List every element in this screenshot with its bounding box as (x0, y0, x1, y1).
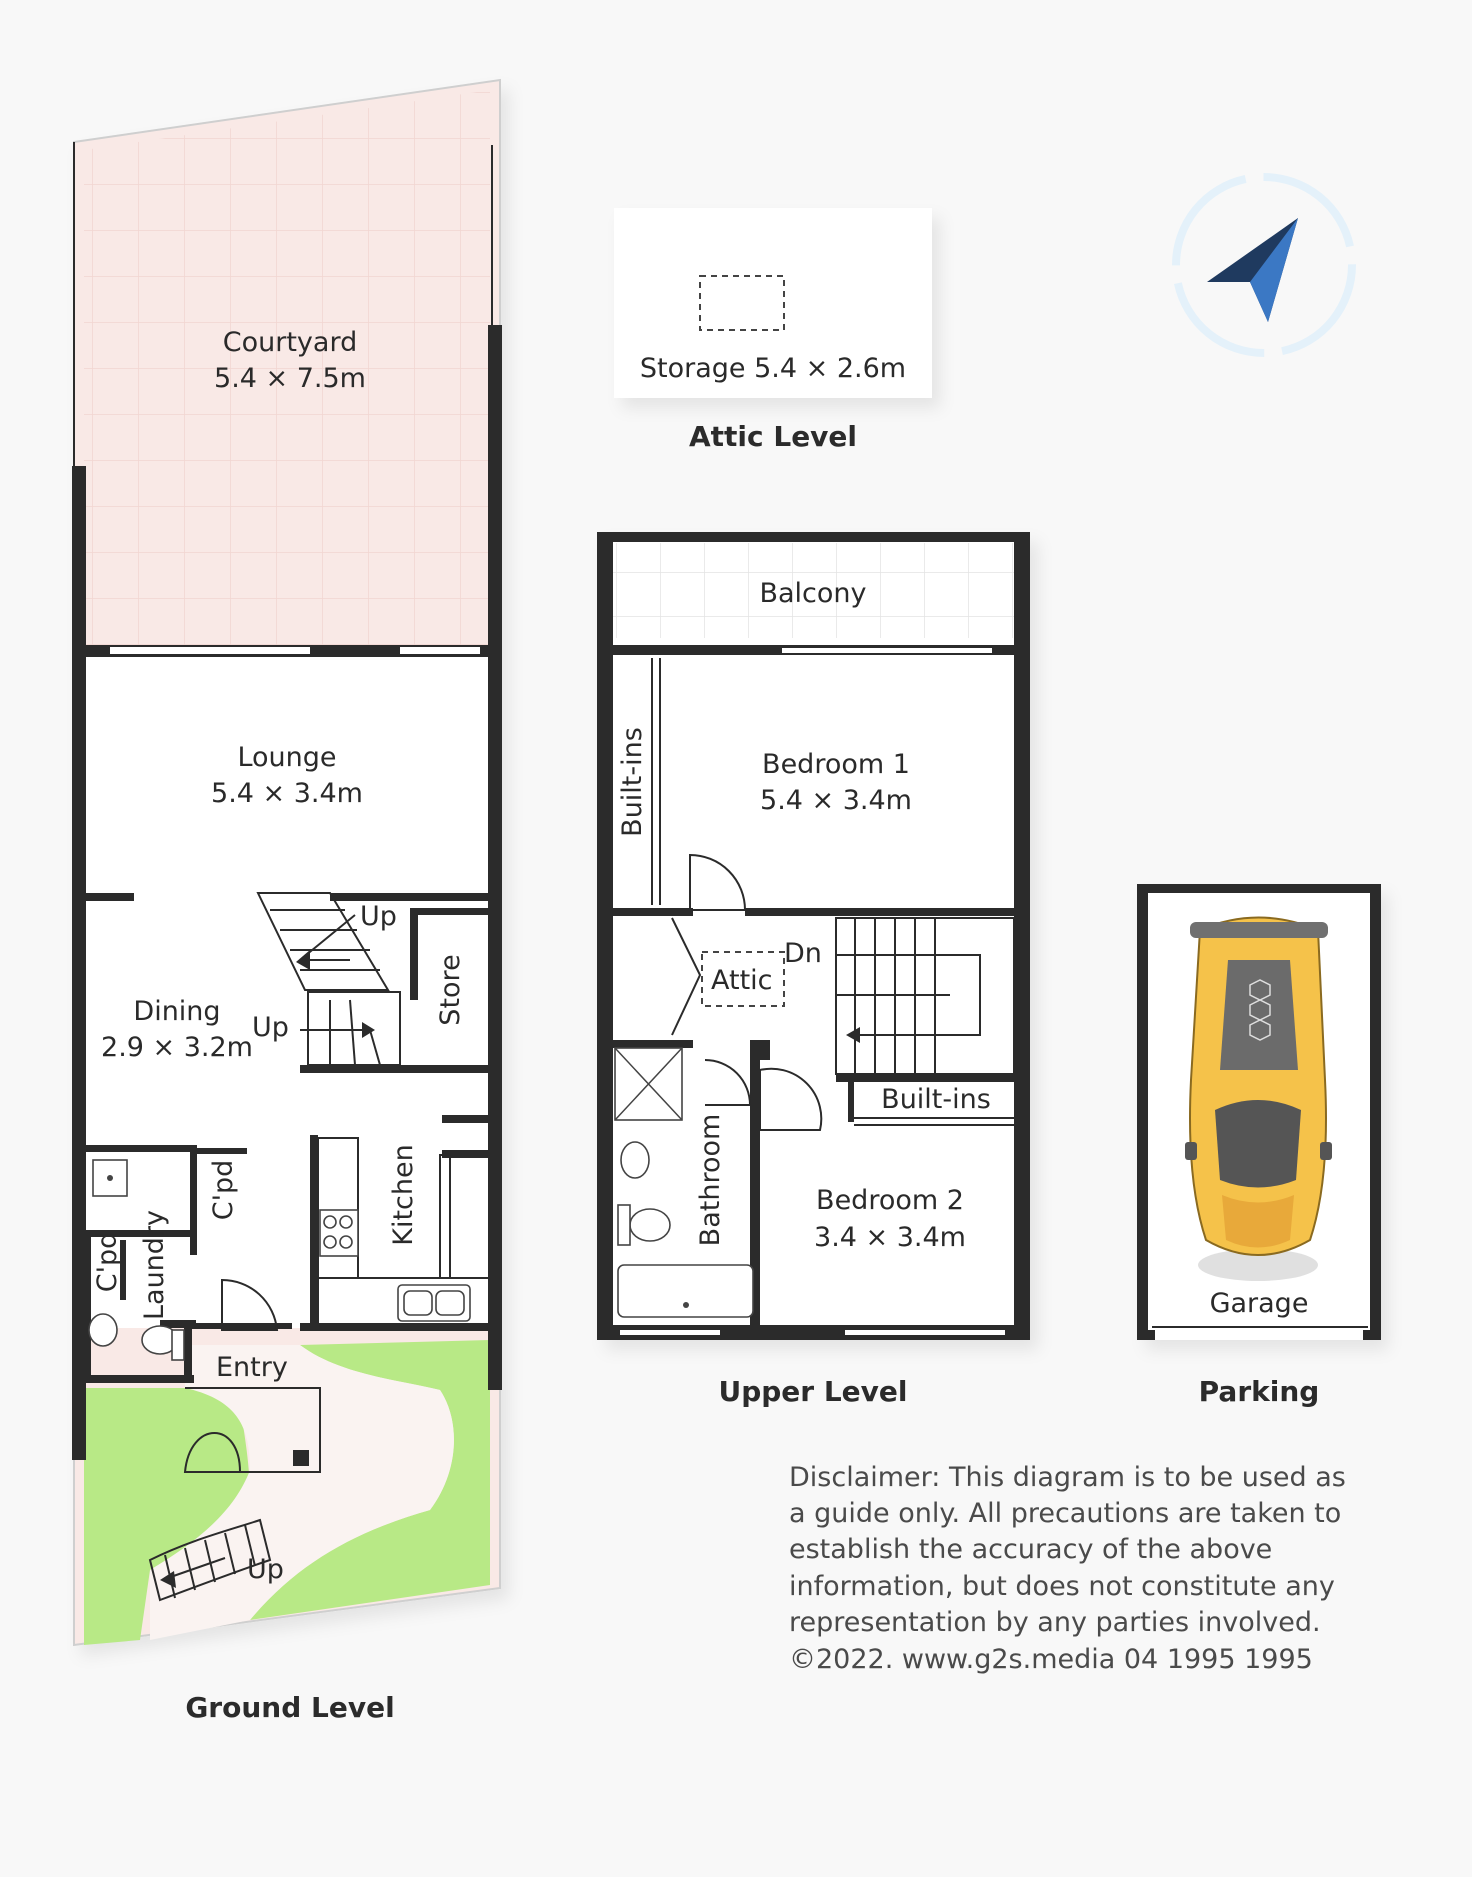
disclaimer (789, 1462, 1346, 1675)
storage-label: Storage 5.4 × 2.6m (639, 353, 907, 384)
cupboard-label: C'pd (92, 1231, 123, 1293)
bedroom2-name: Bedroom 2 (816, 1185, 964, 1216)
stairs-down-label: Dn (784, 938, 822, 969)
lounge-size: 5.4 × 3.4m (211, 778, 363, 809)
sink-icon (621, 1142, 649, 1178)
balcony-label: Balcony (759, 578, 867, 609)
bathroom-label: Bathroom (695, 1113, 726, 1247)
builtins-label: Built-ins (881, 1084, 991, 1115)
bedroom1-name: Bedroom 1 (762, 749, 910, 780)
compass-icon (1176, 177, 1352, 353)
sink-icon (89, 1314, 117, 1346)
disclaimer-line: establish the accuracy of the above (789, 1534, 1273, 1565)
entry-label: Entry (216, 1352, 288, 1383)
garage-label: Garage (1209, 1288, 1309, 1319)
bedroom2-size: 3.4 × 3.4m (814, 1222, 966, 1253)
steps-up-label: Up (247, 1554, 284, 1585)
disclaimer-line: Disclaimer: This diagram is to be used as (789, 1462, 1346, 1493)
parking-plan (1137, 884, 1381, 1408)
courtyard-size: 5.4 × 7.5m (214, 363, 366, 394)
cupboard-label: C'pd (208, 1159, 239, 1221)
upper-level-title: Upper Level (718, 1375, 908, 1408)
dining-name: Dining (133, 996, 221, 1027)
stairs-up-label: Up (360, 901, 397, 932)
disclaimer-line: representation by any parties involved. (789, 1607, 1321, 1638)
builtins-label: Built-ins (617, 727, 648, 837)
upper-level-plan (597, 532, 1030, 1408)
car-icon (1185, 918, 1332, 1282)
attic-level-plan (614, 208, 932, 453)
toilet-icon (630, 1209, 670, 1241)
store-label: Store (435, 954, 466, 1026)
courtyard-name: Courtyard (222, 327, 358, 358)
bedroom1-size: 5.4 × 3.4m (760, 785, 912, 816)
disclaimer-line: a guide only. All precautions are taken to (789, 1498, 1342, 1529)
parking-title: Parking (1198, 1375, 1320, 1408)
attic-level-title: Attic Level (688, 420, 858, 453)
shower-icon (615, 1048, 682, 1120)
dining-size: 2.9 × 3.2m (101, 1032, 253, 1063)
lounge-name: Lounge (237, 742, 337, 773)
disclaimer-line: ©2022. www.g2s.media 04 1995 1995 (789, 1644, 1313, 1675)
ground-level-plan (72, 80, 502, 1724)
ground-level-title: Ground Level (185, 1691, 395, 1724)
kitchen-label: Kitchen (388, 1144, 419, 1246)
stairs-up-label: Up (252, 1012, 289, 1043)
disclaimer-line: information, but does not constitute any (789, 1571, 1335, 1602)
attic-hatch-label: Attic (711, 965, 773, 996)
laundry-label: Laundry (139, 1209, 170, 1321)
bathtub-icon (618, 1265, 753, 1317)
